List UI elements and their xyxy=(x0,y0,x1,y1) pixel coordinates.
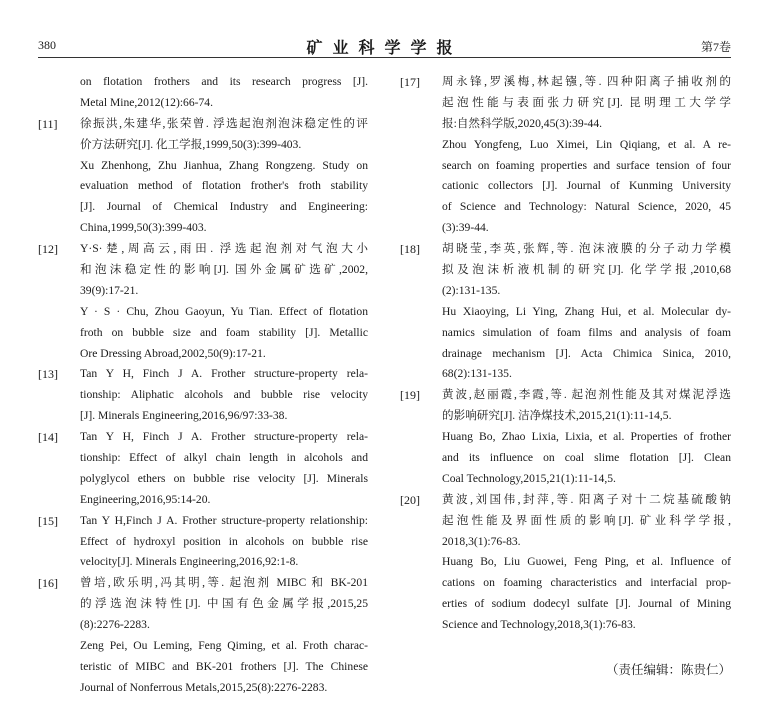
reference-text-line: tionship: Aliphatic alcohols and bubble rise velocity xyxy=(80,388,368,402)
reference-text-line: Tan Y H, Finch J A. Frother structure-property rela- xyxy=(80,430,368,444)
reference-text-line: 价方法研究[J]. 化工学报,1999,50(3):399-403. xyxy=(80,137,302,151)
reference-text-line: Hu Xiaoying, Li Ying, Zhang Hui, et al. Molecular dy- xyxy=(442,304,731,318)
reference-text-line: 黄波,刘国伟,封萍,等. 阳离子对十二烷基硫酸钠 xyxy=(442,492,731,506)
reference-text-line: Effect of hydroxyl position in alcohols on bubble rise xyxy=(80,534,368,548)
journal-title: 矿业科学学报 xyxy=(306,40,463,57)
reference-entry xyxy=(38,114,368,239)
reference-text-line: Zhou Yongfeng, Luo Ximei, Lin Qiqiang, et al. A re- xyxy=(442,137,731,151)
reference-number: [11] xyxy=(38,116,58,131)
reference-number: [19] xyxy=(400,388,420,403)
reference-entry xyxy=(400,385,731,489)
reference-text-line: and its influence on coal slime flotation [J]. Clean xyxy=(442,451,731,465)
reference-text-line: Journal of Nonferrous Metals,2015,25(8):2276-2283. xyxy=(80,680,328,694)
reference-text-line: 曾培,欧乐明,冯其明,等. 起泡剂 MIBC 和 BK-201 xyxy=(80,576,368,590)
reference-text-line: tionship: Effect of alkyl chain length in alcohols and xyxy=(80,451,368,465)
reference-text-line: search on foaming properties and surface tension of four xyxy=(442,158,731,172)
reference-text-line: (3):39-44. xyxy=(442,221,489,235)
reference-text-line: erties of sodium dodecyl sulfate [J]. Journal of Mining xyxy=(442,597,731,611)
reference-text-line: Ore Dressing Abroad,2002,50(9):17-21. xyxy=(80,346,266,360)
volume-label: 第7卷 xyxy=(700,40,731,54)
reference-text-line: China,1999,50(3):399-403. xyxy=(80,221,207,235)
reference-text-line: froth on bubble size and foam stability [J]. Metallic xyxy=(80,325,368,339)
reference-text-line: 和泡沫稳定性的影响[J]. 国外金属矿选矿,2002, xyxy=(80,263,368,277)
reference-text-line: 起泡性能与表面张力研究[J]. 昆明理工大学学 xyxy=(442,95,731,109)
reference-text-line: Huang Bo, Liu Guowei, Feng Ping, et al. Influence of xyxy=(442,555,731,569)
reference-text-line: Zeng Pei, Ou Leming, Feng Qiming, et al. Froth charac- xyxy=(80,639,368,653)
reference-entry xyxy=(400,72,731,239)
reference-text-line: 39(9):17-21. xyxy=(80,283,139,297)
reference-text-line: (8):2276-2283. xyxy=(80,618,150,632)
reference-text-line: 起泡性能及界面性质的影响[J]. 矿业科学学报, xyxy=(442,513,731,527)
reference-text-line: 2018,3(1):76-83. xyxy=(442,534,521,548)
left-column-references xyxy=(38,72,368,699)
reference-entry xyxy=(38,427,368,511)
reference-text-line: Coal Technology,2015,21(1):11-14,5. xyxy=(442,471,616,485)
reference-text-line: evaluation method of flotation frother's froth stability xyxy=(80,179,368,193)
reference-text-line: namics simulation of foam films and analysis of foam xyxy=(442,325,731,339)
reference-number: [20] xyxy=(400,492,420,507)
reference-number: [18] xyxy=(400,242,420,257)
reference-text-line: [J]. Journal of Chemical Industry and Engineering: xyxy=(80,200,368,214)
reference-text-line: 胡晓莹,李英,张辉,等. 泡沫液膜的分子动力学模 xyxy=(442,242,731,256)
reference-text-line: drainage mechanism [J]. Acta Chimica Sinica, 2010, xyxy=(442,346,731,360)
reference-text-line: Tan Y H, Finch J A. Frother structure-property rela- xyxy=(80,367,368,381)
reference-number: [15] xyxy=(38,513,58,528)
page-number: 380 xyxy=(38,38,56,52)
reference-entry xyxy=(38,573,368,698)
reference-text-line: Y·S·楚,周高云,雨田. 浮选起泡剂对气泡大小 xyxy=(80,242,368,256)
reference-text-line: 徐振洪,朱建华,张荣曾. 浮选起泡剂泡沫稳定性的评 xyxy=(80,116,368,130)
reference-text-line: velocity[J]. Minerals Engineering,2016,92:1-8. xyxy=(80,555,299,569)
right-column-references xyxy=(400,72,731,636)
reference-text-line: cationic collectors [J]. Journal of Kunming University xyxy=(442,179,731,193)
reference-number: [12] xyxy=(38,242,58,257)
reference-text-line: Engineering,2016,95:14-20. xyxy=(80,492,211,506)
reference-entry xyxy=(38,239,368,364)
reference-text-line: 周永锋,罗溪梅,林起镪,等. 四种阳离子捕收剂的 xyxy=(442,75,731,88)
reference-text-line: of Science and Technology: Natural Science, 2020, 45 xyxy=(442,200,731,214)
reference-text-line: 68(2):131-135. xyxy=(442,367,512,381)
page-header xyxy=(38,36,731,58)
reference-text-line: 报:自然科学版,2020,45(3):39-44. xyxy=(442,116,603,130)
responsible-editor: （责任编辑：陈贵仁） xyxy=(605,663,731,677)
reference-text-line: cations on foaming characteristics and interfacial prop- xyxy=(442,576,731,590)
reference-entry xyxy=(38,364,368,427)
reference-text-line: Xu Zhenhong, Zhu Jianhua, Zhang Rongzeng. Study on xyxy=(80,158,368,172)
reference-text-line: (2):131-135. xyxy=(442,283,501,297)
reference-text-line: 拟及泡沫析液机制的研究[J]. 化学学报,2010,68 xyxy=(442,263,731,277)
reference-text-line: Tan Y H,Finch J A. Frother structure-property relationship: xyxy=(80,513,368,527)
reference-number: [13] xyxy=(38,367,58,382)
reference-text-line: teristic of MIBC and BK-201 frothers [J]. The Chinese xyxy=(80,659,368,673)
reference-entry xyxy=(38,72,368,114)
reference-text-line: 黄波,赵丽霞,李霞,等. 起泡剂性能及其对煤泥浮选 xyxy=(442,388,731,402)
reference-number: [17] xyxy=(400,75,420,89)
reference-text-line: polyglycol ethers on bubble rise velocity [J]. Minerals xyxy=(80,471,368,485)
reference-number: [16] xyxy=(38,576,58,591)
reference-text-line: Huang Bo, Zhao Lixia, Lixia, et al. Properties of frother xyxy=(442,430,731,444)
reference-entry xyxy=(400,239,731,385)
reference-entry xyxy=(400,490,731,636)
reference-text-line: [J]. Minerals Engineering,2016,96/97:33-38. xyxy=(80,409,288,423)
reference-entry xyxy=(38,511,368,574)
reference-text-line: on flotation frothers and its research progress [J]. xyxy=(80,75,368,88)
reference-number: [14] xyxy=(38,430,58,445)
reference-text-line: Science and Technology,2018,3(1):76-83. xyxy=(442,618,636,632)
reference-text-line: 的影响研究[J]. 洁净煤技术,2015,21(1):11-14,5. xyxy=(442,409,672,423)
reference-text-line: 的浮选泡沫特性[J]. 中国有色金属学报,2015,25 xyxy=(80,597,368,611)
reference-text-line: Y · S · Chu, Zhou Gaoyun, Yu Tian. Effect of flotation xyxy=(80,304,368,318)
reference-text-line: Metal Mine,2012(12):66-74. xyxy=(80,95,213,109)
